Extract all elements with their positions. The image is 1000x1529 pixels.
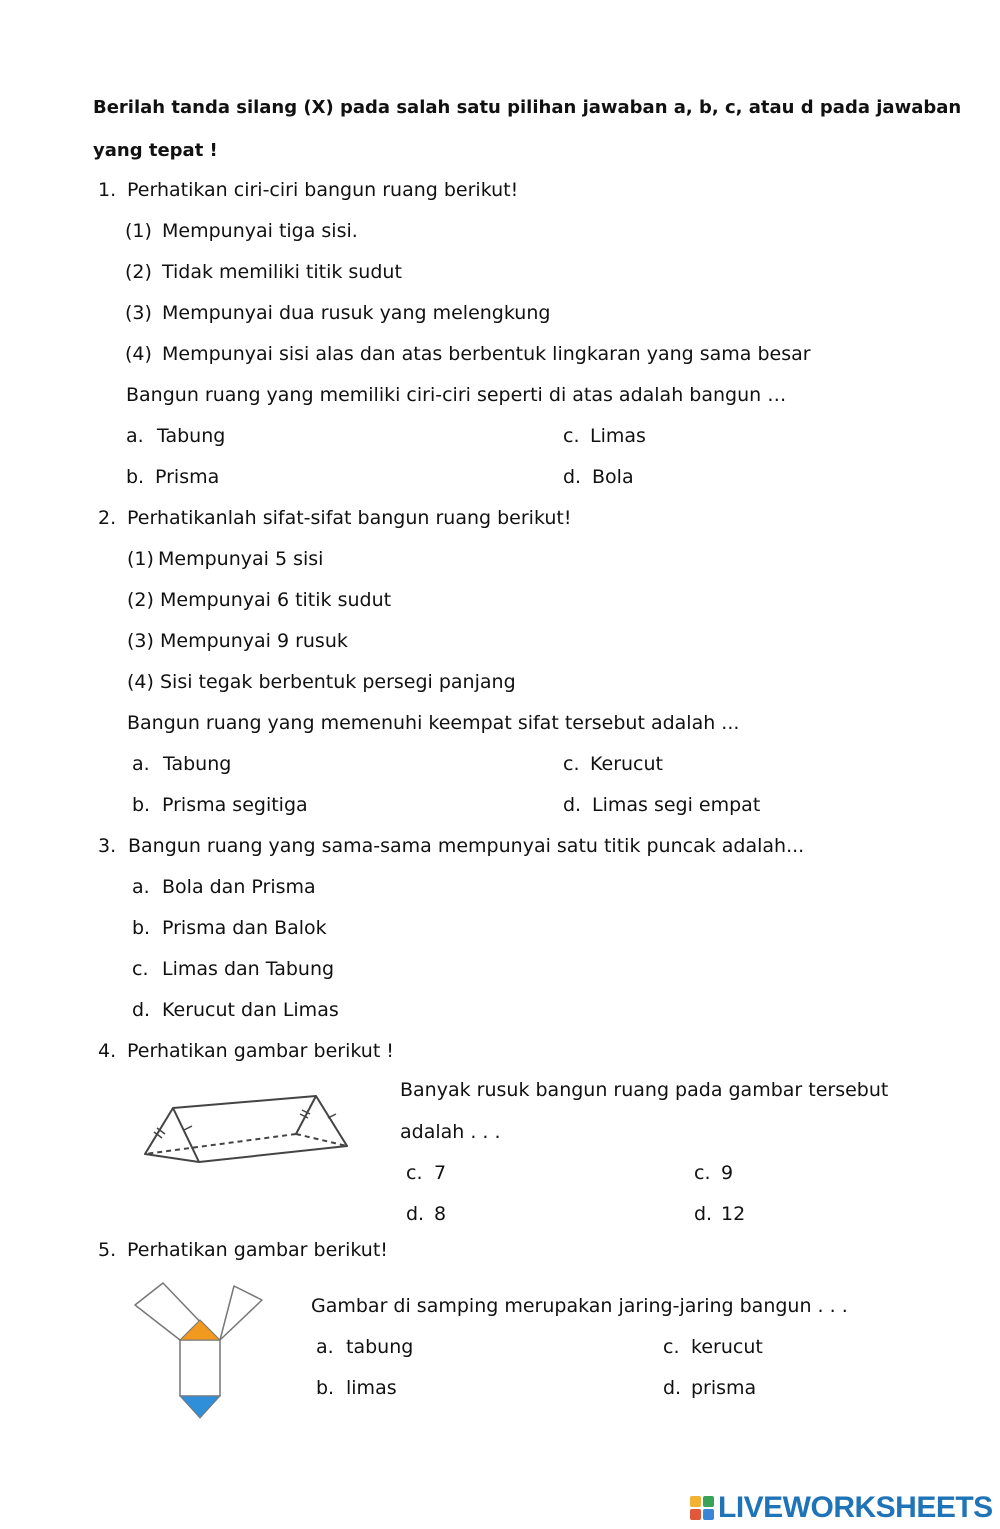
question-number: 1. [98,179,117,201]
option-letter: d. [663,1377,682,1399]
option-letter: a. [316,1336,334,1358]
item-text: Sisi tegak berbentuk persegi panjang [160,671,516,693]
item-text: Mempunyai 6 titik sudut [160,589,392,611]
question-number: 2. [98,507,117,529]
option-text: limas [346,1377,397,1399]
option-letter: a. [126,425,144,447]
question-prompt: Bangun ruang yang memiliki ciri-ciri seperti di atas adalah bangun … [126,384,787,406]
option-text: Limas segi empat [592,794,761,816]
option-text: Kerucut [590,753,663,775]
bottom-triangle [180,1396,220,1418]
option-text: Kerucut dan Limas [162,999,339,1021]
option-letter: a. [132,876,150,898]
item-label: (3) [125,302,152,324]
option-text: Tabung [157,425,226,447]
prism-net-figure [130,1278,270,1423]
option-letter: a. [132,753,150,775]
option-letter: c. [663,1336,680,1358]
option-text: prisma [691,1377,757,1399]
question-number: 3. [98,835,117,857]
option-text: 9 [721,1162,734,1184]
liveworksheets-logo[interactable] [690,1490,993,1526]
option-text: kerucut [691,1336,763,1358]
option-letter: b. [316,1377,335,1399]
logo-tile [690,1509,701,1520]
option-text: Tabung [163,753,232,775]
option-text: tabung [346,1336,414,1358]
option-text: Limas [590,425,646,447]
option-letter: b. [126,466,145,488]
option-text: Prisma segitiga [162,794,308,816]
option-letter: d. [406,1203,425,1225]
item-text: Mempunyai dua rusuk yang melengkung [162,302,551,324]
option-letter: c. [406,1162,423,1184]
item-text: Mempunyai sisi alas dan atas berbentuk lingkaran yang sama besar [162,343,811,365]
item-label: (1) [127,548,154,570]
question-prompt: Bangun ruang yang memenuhi keempat sifat tersebut adalah ... [127,712,740,734]
question-text: Perhatikanlah sifat-sifat bangun ruang berikut! [127,507,572,529]
option-text: Limas dan Tabung [162,958,335,980]
option-letter: c. [563,425,580,447]
item-text: Mempunyai 9 rusuk [160,630,348,652]
option-text: Prisma [155,466,220,488]
item-label: (1) [125,220,152,242]
logo-tile [690,1496,701,1507]
logo-tile [703,1509,714,1520]
instruction-line-2: yang tepat ! [93,140,218,161]
option-letter: d. [563,466,582,488]
logo-text: LIVEWORKSHEETS [718,1491,993,1524]
item-label: (4) [125,343,152,365]
item-text: Mempunyai 5 sisi [158,548,324,570]
item-label: (4) [127,671,154,693]
question-text: Perhatikan ciri-ciri bangun ruang berikut! [127,179,519,201]
logo-tile [703,1496,714,1507]
option-letter: d. [563,794,582,816]
option-letter: b. [132,794,151,816]
triangular-prism-figure [140,1088,355,1173]
item-label: (3) [127,630,154,652]
option-text: Bola [592,466,634,488]
item-label: (2) [127,589,154,611]
question-number: 4. [98,1040,117,1062]
option-text: 12 [721,1203,746,1225]
question-prompt-line-2: adalah . . . [400,1121,501,1143]
question-prompt-line-1: Banyak rusuk bangun ruang pada gambar tersebut [400,1079,889,1101]
option-text: 7 [434,1162,447,1184]
option-letter: c. [132,958,149,980]
question-text: Bangun ruang yang sama-sama mempunyai satu titik puncak adalah... [128,835,805,857]
option-letter: d. [694,1203,713,1225]
question-text: Perhatikan gambar berikut ! [127,1040,394,1062]
option-text: 8 [434,1203,447,1225]
item-label: (2) [125,261,152,283]
logo-icon [690,1496,714,1520]
question-number: 5. [98,1239,117,1261]
option-letter: c. [694,1162,711,1184]
item-text: Mempunyai tiga sisi. [162,220,358,242]
question-prompt: Gambar di samping merupakan jaring-jaring bangun . . . [311,1295,848,1317]
option-letter: c. [563,753,580,775]
option-text: Bola dan Prisma [162,876,316,898]
instruction-line-1: Berilah tanda silang (X) pada salah satu pilihan jawaban a, b, c, atau d pada jawaban [93,97,962,118]
option-text: Prisma dan Balok [162,917,327,939]
question-text: Perhatikan gambar berikut! [127,1239,388,1261]
option-letter: d. [132,999,151,1021]
item-text: Tidak memiliki titik sudut [162,261,402,283]
option-letter: b. [132,917,151,939]
